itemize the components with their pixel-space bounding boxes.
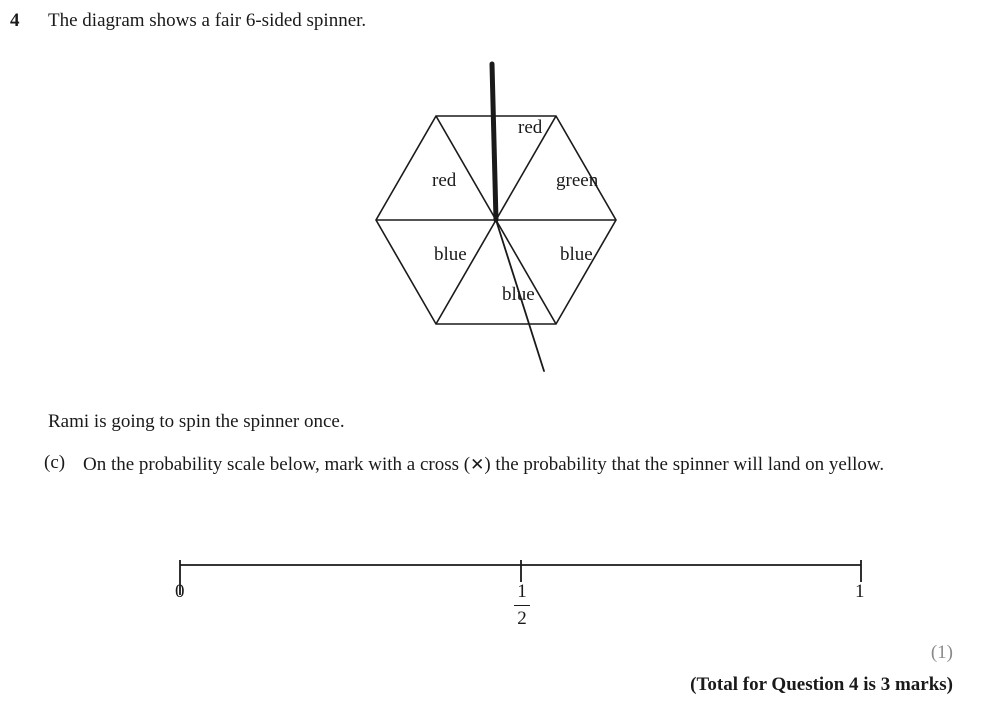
scale-label-zero: 0: [175, 581, 185, 602]
spinner-label-bottom: blue: [502, 284, 535, 305]
fraction-denominator: 2: [517, 608, 527, 629]
question-stem: The diagram shows a fair 6-sided spinner.: [48, 10, 367, 31]
spinner-label-right-upper: green: [556, 170, 599, 191]
probability-scale[interactable]: [0, 540, 1001, 650]
scale-label-one: 1: [855, 581, 865, 602]
part-c-text-before: On the probability scale below, mark with a cross (: [83, 454, 471, 475]
spinner-label-top-right: red: [518, 117, 543, 138]
intro-line: Rami is going to spin the spinner once.: [48, 411, 345, 432]
part-marks: (1): [930, 642, 953, 663]
spinner-diagram: [360, 55, 680, 385]
spinner-label-left-upper: red: [432, 170, 457, 191]
part-letter-c: (c): [44, 452, 66, 473]
fraction-bar: [514, 605, 530, 606]
part-c-instruction: [83, 452, 943, 478]
scale-label-half: [505, 581, 539, 630]
cross-icon: ✕: [470, 455, 485, 474]
spinner-label-right-lower: blue: [560, 244, 593, 265]
fraction-numerator: 1: [517, 581, 527, 602]
question-number: 4: [10, 10, 20, 31]
part-c-text-after: ) the probability that the spinner will land on yellow.: [484, 454, 885, 475]
total-marks: (Total for Question 4 is 3 marks): [690, 674, 953, 695]
spinner-label-left-lower: blue: [434, 244, 467, 265]
